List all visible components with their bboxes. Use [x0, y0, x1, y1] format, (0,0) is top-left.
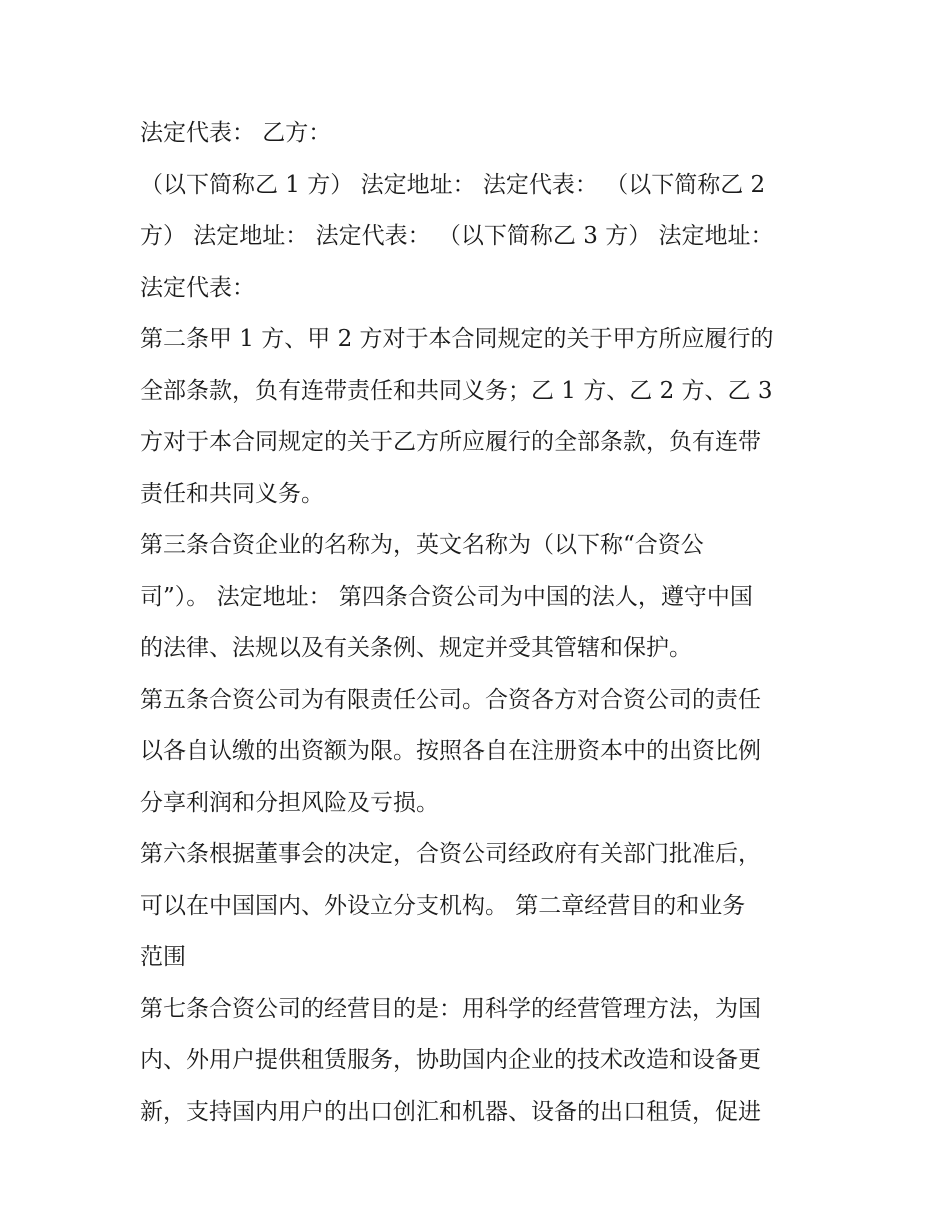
text-line: 的法律、法规以及有关条例、规定并受其管辖和保护。: [140, 635, 692, 661]
text-line: 以各自认缴的出资额为限。按照各自在注册资本中的出资比例: [140, 738, 761, 764]
text-line: 第二条甲 1 方、甲 2 方对于本合同规定的关于甲方所应履行的: [140, 326, 774, 352]
text-line: 第六条根据董事会的决定，合资公司经政府有关部门批准后，: [140, 841, 761, 867]
text-line: 全部条款，负有连带责任和共同义务；乙 1 方、乙 2 方、乙 3: [140, 377, 773, 404]
text-line: 法定代表： 乙方：: [140, 120, 332, 146]
text-line: 方对于本合同规定的关于乙方所应履行的全部条款，负有连带: [140, 429, 761, 455]
text-line: 方） 法定地址： 法定代表： （以下简称乙 3 方） 法定地址：: [140, 223, 774, 249]
text-line: 范围: [140, 944, 186, 970]
text-line: 分享利润和分担风险及亏损。: [140, 789, 439, 816]
text-line: 新，支持国内用户的出口创汇和机器、设备的出口租赁，促进: [140, 1098, 761, 1125]
text-line: 内、外用户提供租赁服务，协助国内企业的技术改造和设备更: [140, 1047, 761, 1073]
text-line: 第五条合资公司为有限责任公司。合资各方对合资公司的责任: [140, 686, 761, 713]
text-line: 责任和共同义务。: [140, 480, 324, 507]
document-body: [140, 108, 812, 1138]
text-line: 第七条合资公司的经营目的是：用科学的经营管理方法，为国: [140, 995, 761, 1022]
text-line: （以下简称乙 1 方） 法定地址： 法定代表： （以下简称乙 2: [140, 171, 766, 198]
text-line: 司”）。 法定地址： 第四条合资公司为中国的法人，遵守中国: [140, 583, 753, 610]
text-line: 第三条合资企业的名称为，英文名称为（以下称“合资公: [140, 532, 704, 558]
text-line: 法定代表：: [140, 274, 255, 301]
text-line: 可以在中国国内、外设立分支机构。 第二章经营目的和业务: [140, 892, 746, 919]
